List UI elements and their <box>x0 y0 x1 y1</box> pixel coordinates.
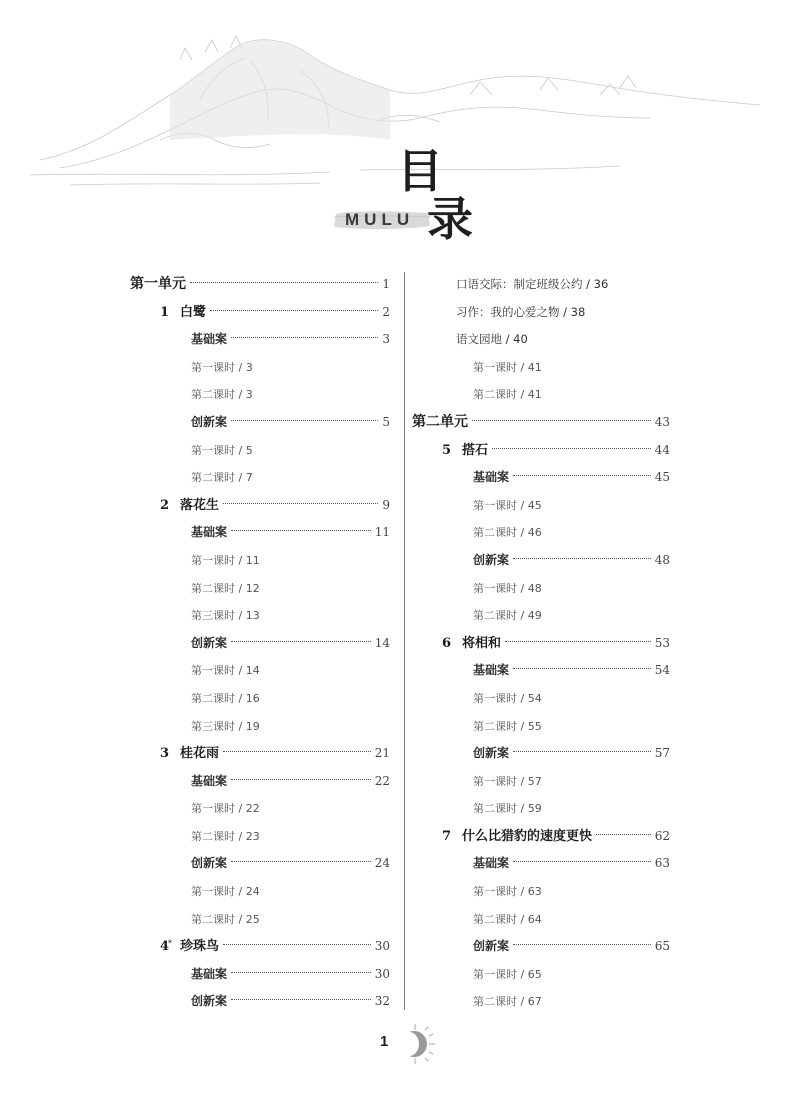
lesson-number-text: 5 <box>442 442 452 458</box>
toc-entry-label: 创新案 <box>191 635 228 650</box>
toc-entry-label: 第二课时 / 7 <box>191 471 253 485</box>
toc-entry-label: 创新案 <box>191 856 228 871</box>
toc-section-entry[interactable] <box>412 657 670 685</box>
toc-plain-entry[interactable] <box>412 326 670 354</box>
toc-entry-label: 第二课时 / 46 <box>473 526 542 540</box>
lesson-number-text: 6 <box>442 635 452 651</box>
toc-entry-page: 30 <box>374 966 390 981</box>
toc-sub-entry[interactable] <box>412 519 670 547</box>
dot-leader <box>513 944 651 945</box>
toc-entry-page: 57 <box>654 746 670 761</box>
lesson-number <box>442 823 462 851</box>
toc-entry-label: 口语交际：制定班级公约 / 36 <box>456 277 609 291</box>
toc-entry-label: 第一课时 / 22 <box>191 802 260 816</box>
toc-entry-page: 30 <box>374 939 390 954</box>
toc-entry-label: 第二课时 / 49 <box>473 609 542 623</box>
toc-section-entry[interactable] <box>130 630 390 658</box>
lesson-number <box>160 933 180 961</box>
toc-entry-label: 基础案 <box>191 332 228 347</box>
toc-entry-label: 将相和 <box>462 635 502 651</box>
toc-lesson-entry[interactable] <box>130 933 390 961</box>
toc-sub-entry[interactable] <box>130 547 390 575</box>
crescent-sun-icon <box>393 1022 437 1066</box>
toc-entry-label: 第一课时 / 54 <box>473 691 542 705</box>
toc-sub-entry[interactable] <box>130 464 390 492</box>
dot-leader <box>596 834 651 835</box>
dot-leader <box>223 751 371 752</box>
toc-entry-page: 5 <box>382 414 390 429</box>
toc-entry-page: 24 <box>374 856 390 871</box>
toc-sub-entry[interactable] <box>412 685 670 713</box>
toc-entry-page: 45 <box>654 470 670 485</box>
toc-entry-label: 第一课时 / 41 <box>473 360 542 374</box>
toc-entry-label: 第一课时 / 14 <box>191 664 260 678</box>
lesson-number-text: 1 <box>160 304 170 320</box>
toc-unit-entry[interactable] <box>130 271 390 299</box>
toc-entry-label: 基础案 <box>473 470 510 485</box>
toc-entry-label: 第二课时 / 3 <box>191 388 253 402</box>
toc-entry-page: 21 <box>374 746 390 761</box>
toc-sub-entry[interactable] <box>130 602 390 630</box>
dot-leader <box>223 503 378 504</box>
toc-lesson-entry[interactable] <box>130 299 390 327</box>
lesson-number-text: 4 <box>160 939 170 955</box>
toc-section-entry[interactable] <box>130 850 390 878</box>
toc-entry-label: 第一课时 / 48 <box>473 581 542 595</box>
toc-entry-page: 2 <box>382 304 390 319</box>
toc-entry-label: 第一课时 / 65 <box>473 967 542 981</box>
toc-sub-entry[interactable] <box>130 823 390 851</box>
toc-sub-entry[interactable] <box>412 713 670 741</box>
toc-entry-label: 创新案 <box>191 414 228 429</box>
toc-section-entry[interactable] <box>130 326 390 354</box>
toc-sub-entry[interactable] <box>130 713 390 741</box>
toc-entry-label: 第三课时 / 19 <box>191 719 260 733</box>
toc-entry-label: 什么比猎豹的速度更快 <box>462 828 593 844</box>
toc-sub-entry[interactable] <box>130 354 390 382</box>
toc-entry-label: 第二课时 / 25 <box>191 912 260 926</box>
toc-section-entry[interactable] <box>412 933 670 961</box>
toc-lesson-entry[interactable] <box>412 630 670 658</box>
toc-entry-label: 第二课时 / 67 <box>473 995 542 1009</box>
lesson-number-text: 3 <box>160 746 170 762</box>
toc-sub-entry[interactable] <box>412 492 670 520</box>
toc-entry-label: 第一课时 / 63 <box>473 885 542 899</box>
toc-lesson-entry[interactable] <box>412 437 670 465</box>
toc-entry-label: 第二课时 / 59 <box>473 802 542 816</box>
toc-sub-entry[interactable] <box>130 657 390 685</box>
toc-entry-page: 53 <box>654 635 670 650</box>
toc-entry-label: 第二单元 <box>412 413 468 430</box>
toc-entry-label: 第一单元 <box>130 276 186 292</box>
dot-leader <box>231 530 371 531</box>
toc-entry-page: 54 <box>654 663 670 678</box>
dot-leader <box>190 282 378 283</box>
toc-entry-label: 第二课时 / 41 <box>473 388 542 402</box>
dot-leader <box>513 558 651 559</box>
dot-leader <box>231 420 378 421</box>
page-number: 1 <box>380 1033 389 1050</box>
toc-lesson-entry[interactable] <box>130 492 390 520</box>
toc-sub-entry[interactable] <box>412 878 670 906</box>
toc-entry-label: 第一课时 / 57 <box>473 774 542 788</box>
dot-leader <box>505 641 651 642</box>
toc-entry-page: 44 <box>654 442 670 457</box>
toc-lesson-entry[interactable] <box>412 823 670 851</box>
toc-sub-entry[interactable] <box>130 575 390 603</box>
toc-sub-entry[interactable] <box>130 685 390 713</box>
lesson-number <box>442 437 462 465</box>
toc-left-column <box>130 271 390 1016</box>
toc-sub-entry[interactable] <box>412 602 670 630</box>
column-divider <box>404 272 405 1010</box>
toc-section-entry[interactable] <box>130 768 390 796</box>
toc-entry-label: 创新案 <box>191 994 228 1009</box>
title-lu: 录 <box>427 192 473 246</box>
toc-sub-entry[interactable] <box>412 575 670 603</box>
toc-entry-page: 1 <box>382 277 390 291</box>
dot-leader <box>231 999 371 1000</box>
title-mu: 目 <box>397 144 443 198</box>
toc-sub-entry[interactable] <box>412 354 670 382</box>
toc-lesson-entry[interactable] <box>130 740 390 768</box>
toc-entry-label: 落花生 <box>180 497 220 513</box>
toc-sub-entry[interactable] <box>130 437 390 465</box>
toc-entry-label: 白鹭 <box>180 304 207 320</box>
toc-sub-entry[interactable] <box>412 381 670 409</box>
toc-entry-label: 创新案 <box>473 552 510 567</box>
optional-lesson-mark: * <box>168 939 172 949</box>
toc-unit-entry[interactable] <box>412 409 670 437</box>
toc-entry-page: 43 <box>654 414 670 429</box>
toc-entry-page: 14 <box>374 635 390 650</box>
lesson-number <box>160 299 180 327</box>
toc-entry-label: 第一课时 / 5 <box>191 443 253 457</box>
dot-leader <box>231 641 371 642</box>
toc-entry-label: 第二课时 / 64 <box>473 912 542 926</box>
toc-section-entry[interactable] <box>412 547 670 575</box>
dot-leader <box>223 944 371 945</box>
dot-leader <box>513 668 651 669</box>
toc-entry-label: 基础案 <box>191 966 228 981</box>
dot-leader <box>513 475 651 476</box>
toc-section-entry[interactable] <box>130 519 390 547</box>
toc-entry-page: 9 <box>382 497 390 512</box>
toc-section-entry[interactable] <box>412 740 670 768</box>
toc-section-entry[interactable] <box>130 988 390 1016</box>
dot-leader <box>513 751 651 752</box>
dot-leader <box>231 972 371 973</box>
lesson-number <box>160 740 180 768</box>
toc-entry-label: 第三课时 / 13 <box>191 609 260 623</box>
toc-sub-entry[interactable] <box>412 768 670 796</box>
toc-entry-label: 第二课时 / 16 <box>191 691 260 705</box>
toc-sub-entry[interactable] <box>130 381 390 409</box>
toc-sub-entry[interactable] <box>130 906 390 934</box>
lesson-number <box>442 630 462 658</box>
toc-sub-entry[interactable] <box>412 795 670 823</box>
dot-leader <box>231 337 378 338</box>
toc-sub-entry[interactable] <box>412 961 670 989</box>
toc-entry-label: 创新案 <box>473 746 510 761</box>
dot-leader <box>472 420 651 421</box>
toc-entry-label: 基础案 <box>473 856 510 871</box>
toc-entry-label: 第一课时 / 24 <box>191 885 260 899</box>
toc-entry-page: 63 <box>654 856 670 871</box>
title-pinyin: MULU <box>345 210 415 229</box>
lesson-number-text: 2 <box>160 497 170 513</box>
dot-leader <box>231 779 371 780</box>
toc-section-entry[interactable] <box>130 409 390 437</box>
toc-right-column <box>412 271 670 1016</box>
toc-sub-entry[interactable] <box>412 906 670 934</box>
toc-entry-label: 桂花雨 <box>180 746 220 762</box>
toc-entry-page: 32 <box>374 994 390 1009</box>
toc-entry-label: 语文园地 / 40 <box>456 332 528 347</box>
toc-sub-entry[interactable] <box>412 988 670 1016</box>
toc-entry-label: 基础案 <box>191 773 228 788</box>
toc-entry-label: 基础案 <box>191 525 228 540</box>
toc-entry-page: 48 <box>654 552 670 567</box>
lesson-number <box>160 492 180 520</box>
toc-entry-label: 基础案 <box>473 663 510 678</box>
toc-entry-label: 第一课时 / 3 <box>191 360 253 374</box>
toc-entry-label: 第二课时 / 12 <box>191 581 260 595</box>
toc-entry-label: 第一课时 / 45 <box>473 498 542 512</box>
toc-plain-entry[interactable] <box>412 271 670 299</box>
toc-section-entry[interactable] <box>412 850 670 878</box>
toc-entry-label: 第二课时 / 55 <box>473 719 542 733</box>
toc-sub-entry[interactable] <box>130 795 390 823</box>
dot-leader <box>231 861 371 862</box>
toc-plain-entry[interactable] <box>412 299 670 327</box>
toc-entry-page: 62 <box>654 828 670 843</box>
toc-entry-label: 创新案 <box>473 939 510 954</box>
dot-leader <box>513 861 651 862</box>
toc-entry-page: 11 <box>374 525 390 540</box>
toc-entry-label: 第一课时 / 11 <box>191 553 260 567</box>
toc-entry-label: 珍珠鸟 <box>180 939 220 955</box>
toc-sub-entry[interactable] <box>130 878 390 906</box>
dot-leader <box>210 310 378 311</box>
toc-section-entry[interactable] <box>412 464 670 492</box>
lesson-number-text: 7 <box>442 828 452 844</box>
toc-entry-page: 65 <box>654 939 670 954</box>
toc-entry-label: 搭石 <box>462 442 489 458</box>
toc-entry-page: 22 <box>374 773 390 788</box>
toc-entry-label: 习作：我的心爱之物 / 38 <box>456 304 586 319</box>
toc-entry-label: 第二课时 / 23 <box>191 829 260 843</box>
dot-leader <box>492 448 651 449</box>
toc-entry-page: 3 <box>382 332 390 347</box>
toc-section-entry[interactable] <box>130 961 390 989</box>
